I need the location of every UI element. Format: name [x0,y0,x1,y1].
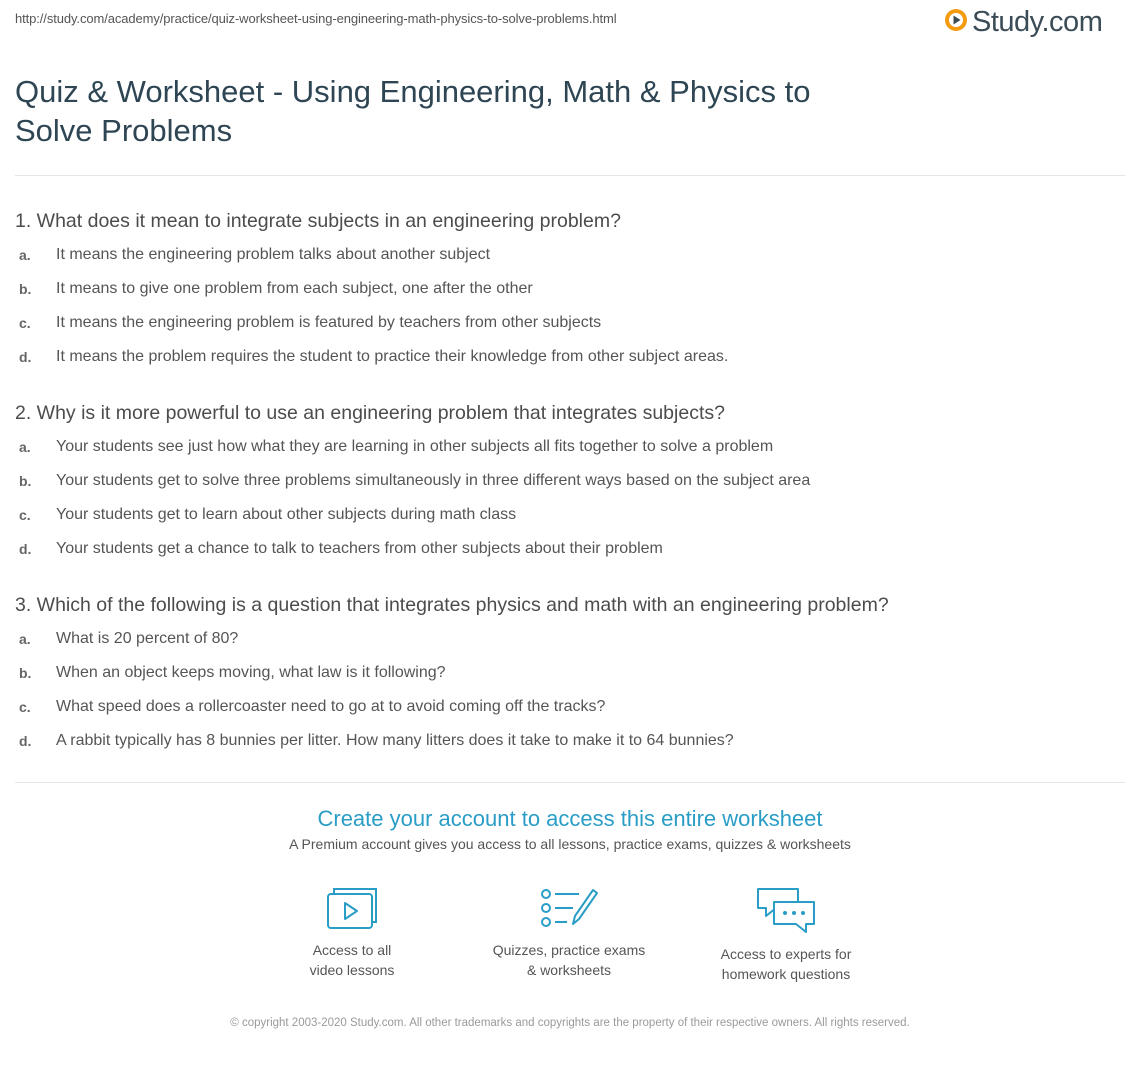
quiz-checklist-icon [469,886,669,932]
answer-letter: c. [19,315,31,331]
page-url: http://study.com/academy/practice/quiz-worksheet-using-engineering-math-physics-to-solve-problems.html [15,11,617,26]
feature-video-lessons [252,886,452,980]
answer-text: Your students get to solve three problems simultaneously in three different ways based on the subject area [56,472,811,489]
feature-label-line: homework questions [721,966,851,982]
answer-letter: d. [19,541,32,557]
answer-text: It means the problem requires the student to practice their knowledge from other subject areas. [56,348,729,365]
question-2 [15,401,1125,425]
question-3 [15,593,1125,617]
feature-experts [686,886,886,984]
feature-label-line: video lessons [309,962,395,978]
answer-option[interactable] [19,697,1109,721]
feature-label-line: Access to experts for [720,946,852,962]
answer-option[interactable] [19,245,1109,269]
answer-option[interactable] [19,731,1109,755]
feature-label-line: Access to all [312,942,392,958]
answer-letter: c. [19,507,31,523]
answer-text: A rabbit typically has 8 bunnies per litter. How many litters does it take to make it to 64 bunnies? [56,732,734,749]
answer-letter: b. [19,473,32,489]
answer-text: It means the engineering problem talks about another subject [56,246,491,263]
play-logo-icon [944,8,968,37]
question-text: 2. Why is it more powerful to use an engineering problem that integrates subjects? [15,402,725,424]
answer-option[interactable] [19,471,1109,495]
answer-option[interactable] [19,505,1109,529]
logo-text: Study.com [972,6,1103,38]
page-title: Quiz & Worksheet - Using Engineering, Math & Physics to Solve Problems [15,74,811,148]
question-1 [15,209,1125,233]
answer-option[interactable] [19,279,1109,303]
answer-text: What speed does a rollercoaster need to go at to avoid coming off the tracks? [56,698,606,715]
answer-option[interactable] [19,437,1109,461]
answer-letter: a. [19,439,31,455]
answer-letter: c. [19,699,31,715]
answer-letter: b. [19,665,32,681]
answer-text: Your students get to learn about other subjects during math class [56,506,517,523]
question-text: 1. What does it mean to integrate subjects in an engineering problem? [15,210,621,232]
top-divider [15,175,1125,176]
answer-letter: b. [19,281,32,297]
answer-option[interactable] [19,663,1109,687]
question-text: 3. Which of the following is a question that integrates physics and math with an engineering problem? [15,594,889,616]
answer-option[interactable] [19,629,1109,653]
answer-text: It means to give one problem from each subject, one after the other [56,280,533,297]
answer-text: It means the engineering problem is featured by teachers from other subjects [56,314,602,331]
answer-option[interactable] [19,313,1109,337]
chat-experts-icon [686,886,886,936]
answer-letter: a. [19,247,31,263]
feature-label-line: & worksheets [526,962,612,978]
answer-text: Your students see just how what they are learning in other subjects all fits together to solve a problem [56,438,774,455]
copyright-text: © copyright 2003-2020 Study.com. All other trademarks and copyrights are the property of their respective owners. All rights reserved. [230,1017,910,1029]
answer-text: When an object keeps moving, what law is it following? [56,664,446,681]
study-logo[interactable] [944,6,1102,39]
feature-quizzes [469,886,669,980]
feature-label-line: Quizzes, practice exams [492,942,646,958]
answer-option[interactable] [19,347,1109,371]
answer-text: What is 20 percent of 80? [56,630,239,647]
cta-subtitle: A Premium account gives you access to all lessons, practice exams, quizzes & worksheets [289,836,851,852]
answer-letter: d. [19,349,32,365]
create-account-link[interactable]: Create your account to access this entire worksheet [317,806,823,831]
answer-text: Your students get a chance to talk to teachers from other subjects about their problem [56,540,663,557]
answer-letter: d. [19,733,32,749]
answer-letter: a. [19,631,31,647]
bottom-divider [15,782,1125,783]
video-lessons-icon [252,886,452,932]
answer-option[interactable] [19,539,1109,563]
